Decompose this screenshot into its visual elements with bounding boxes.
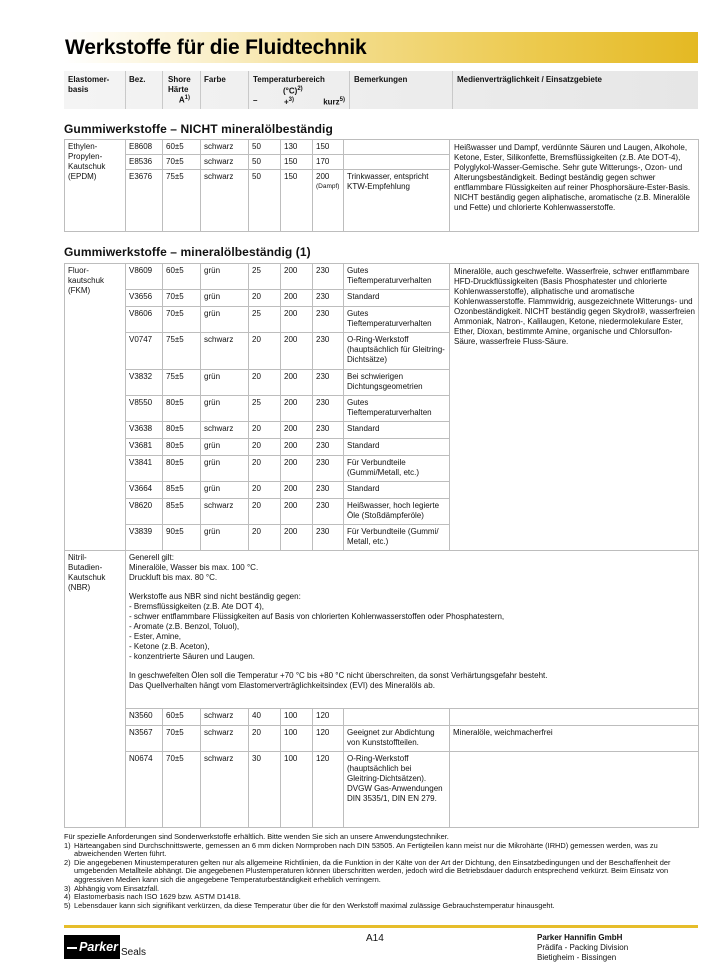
footnote-ref: 1) [184, 95, 190, 101]
basis-text: (FKM) [68, 286, 91, 295]
temp-min-cell: 30 [249, 752, 281, 828]
temp-plus-cell: 200 [281, 307, 313, 333]
temp-kurz-cell: 150 [313, 140, 344, 155]
medien-cell [450, 709, 699, 726]
header-temp-kurz [323, 96, 345, 107]
temp-kurz-cell: 170 [313, 155, 344, 170]
header-label: Elastomer- [68, 75, 110, 84]
shore-cell: 70±5 [163, 290, 201, 307]
page-title: Werkstoffe für die Fluidtechnik [65, 36, 367, 59]
basis-cell [65, 264, 126, 551]
footnote-key: 3) [64, 883, 71, 893]
bemerkung-cell: Bei schwierigen Dichtungsgeometrien [344, 370, 450, 396]
temp-plus-cell: 200 [281, 525, 313, 551]
temp-plus-cell: 130 [281, 140, 313, 155]
bez-cell: E3676 [126, 170, 163, 232]
header-label: Shore [168, 75, 191, 84]
shore-cell: 80±5 [163, 396, 201, 422]
temp-min-cell: 20 [249, 422, 281, 439]
header-label: Härte [168, 84, 189, 94]
temp-kurz-cell: 230 [313, 264, 344, 290]
header-label: (°C) [283, 86, 298, 96]
note-line: - Bremsflüssigkeiten (z.B. Ate DOT 4), [129, 602, 265, 611]
bemerkung-cell [344, 140, 450, 155]
footnote-text: Lebensdauer kann sich signifikant verkürzen, da diese Temperatur über die für den Werkstoff maximal zulässige Gebrauchstemperatur hinausgeht. [74, 900, 555, 910]
table-row [65, 752, 699, 828]
temp-kurz-cell: 230 [313, 307, 344, 333]
temp-plus-cell: 200 [281, 333, 313, 370]
farbe-cell: schwarz [201, 155, 249, 170]
farbe-cell: schwarz [201, 422, 249, 439]
shore-cell: 85±5 [163, 499, 201, 525]
footnote-text: Abhängig vom Einsatzfall. [74, 883, 160, 893]
temp-min-cell: 40 [249, 709, 281, 726]
temp-min-cell: 20 [249, 525, 281, 551]
footnote-ref: 2) [297, 85, 303, 92]
basis-text: Kautschuk [68, 162, 106, 171]
header-shore [168, 75, 196, 105]
note-line: Mineralöle, Wasser bis max. 100 °C. [129, 563, 259, 572]
bemerkung-cell: Trinkwasser, entspricht KTW-Empfehlung [344, 170, 450, 232]
header-temp-plus [284, 96, 294, 107]
bez-cell: V3681 [126, 439, 163, 456]
note-line: In geschwefelten Ölen soll die Temperatur +70 °C bis +80 °C nicht überschreiten, da sonst Verhärtungsgefahr besteht. [129, 671, 548, 680]
header-divider [452, 71, 453, 109]
bemerkung-cell: Gutes Tieftemperaturverhalten [344, 396, 450, 422]
temp-min-cell: 20 [249, 456, 281, 482]
farbe-cell: schwarz [201, 752, 249, 828]
bez-cell: V3656 [126, 290, 163, 307]
bez-cell: V3841 [126, 456, 163, 482]
bez-cell: V3832 [126, 370, 163, 396]
bez-cell: V8550 [126, 396, 163, 422]
basis-text: Kautschuk [68, 573, 106, 582]
note-line: Das Quellverhalten hängt vom Elastomerverträglichkeitsindex (EVI) des Mineralöls ab. [129, 681, 435, 690]
temp-min-cell: 20 [249, 439, 281, 456]
header-divider [349, 71, 350, 109]
bemerkung-cell: Standard [344, 290, 450, 307]
temp-plus-cell: 200 [281, 370, 313, 396]
bemerkung-cell: Heißwasser, hoch legierte Öle (Stoßdämpferöle) [344, 499, 450, 525]
temp-kurz-cell: 120 [313, 752, 344, 828]
table-row [65, 140, 699, 155]
footnote-text: Die angegebenen Minustemperaturen gelten nur als allgemeine Richtlinien, da die Funktion in der Kälte von der Art der Dichtung, den Einsatzbedingungen und der Beschaffenheit der umgebenden Metallteile abhängt. Die angegebenen Plustemperaturen können überschritten werden, jedoch wird die Betriebsdauer dadurch entsprechend verkürzt. Beim Einsatz von aggressiven Medien kann sich die angegebene Temperaturbeständigkeit erheblich verringern. [74, 857, 671, 884]
medien-cell [450, 752, 699, 828]
section-title-mineral: Gummiwerkstoffe – mineralölbeständig (1) [64, 245, 311, 259]
basis-cell [65, 551, 126, 828]
table-row [65, 709, 699, 726]
table-fkm-nbr [64, 263, 699, 828]
shore-cell: 70±5 [163, 726, 201, 752]
temp-kurz-cell: 230 [313, 482, 344, 499]
bemerkung-cell [344, 709, 450, 726]
footnote-key: 5) [64, 900, 71, 910]
header-bemerkungen: Bemerkungen [354, 75, 408, 84]
footnote-key: 2) [64, 857, 71, 867]
basis-text: Nitril- [68, 553, 87, 562]
temp-plus-cell: 200 [281, 456, 313, 482]
bemerkung-cell: Für Verbundteile (Gummi/Metall, etc.) [344, 456, 450, 482]
temp-kurz-cell: 120 [313, 726, 344, 752]
table-epdm [64, 139, 699, 232]
temp-kurz-cell: 230 [313, 422, 344, 439]
table-row [65, 551, 699, 709]
bemerkung-cell: Standard [344, 422, 450, 439]
temp-min-cell: 50 [249, 155, 281, 170]
header-divider [248, 71, 249, 109]
footnote-ref: 3) [288, 96, 295, 103]
parker-logo-box [64, 935, 120, 959]
farbe-cell: grün [201, 290, 249, 307]
company-division: Prädifa - Packing Division [537, 943, 629, 952]
footnote-text: Härteangaben sind Durchschnittswerte, gemessen an 6 mm dicken Normproben nach DIN 53505. An Fertigteilen kann meist nur die Mikrohärte (IRHD) gemessen werden, was zu abweichenden Werten führt. [74, 840, 658, 859]
header-farbe: Farbe [204, 75, 226, 84]
farbe-cell: grün [201, 439, 249, 456]
temp-min-cell: 25 [249, 396, 281, 422]
shore-cell: 80±5 [163, 439, 201, 456]
bemerkung-cell: Gutes Tieftemperaturverhalten [344, 307, 450, 333]
header-elastomer-basis [68, 75, 109, 94]
temp-plus-cell: 200 [281, 264, 313, 290]
temp-plus-cell: 200 [281, 396, 313, 422]
header-medien: Medienverträglichkeit / Einsatzgebiete [457, 75, 602, 84]
header-label: kurz [323, 97, 340, 107]
shore-cell: 80±5 [163, 422, 201, 439]
footnote-key: 4) [64, 892, 71, 902]
note-paragraph [129, 592, 695, 662]
note-line: - schwer entflammbare Flüssigkeiten auf Basis von chlorierten Kohlenwasserstoffen oder Phosphatestern, [129, 612, 505, 621]
temp-plus-cell: 200 [281, 439, 313, 456]
temp-min-cell: 25 [249, 307, 281, 333]
note-line: - Ester, Amine, [129, 632, 182, 641]
bez-cell: E8608 [126, 140, 163, 155]
basis-text: Fluor- [68, 266, 89, 275]
temp-min-cell: 20 [249, 482, 281, 499]
temp-kurz-cell: 230 [313, 370, 344, 396]
temp-plus-cell: 150 [281, 170, 313, 232]
table-row [65, 264, 699, 290]
bez-cell: V3664 [126, 482, 163, 499]
temp-min-cell: 20 [249, 726, 281, 752]
note-line: - Ketone (z.B. Aceton), [129, 642, 210, 651]
shore-cell: 75±5 [163, 170, 201, 232]
bez-cell: V3638 [126, 422, 163, 439]
bemerkung-cell: Gutes Tieftemperaturverhalten [344, 264, 450, 290]
shore-cell: 70±5 [163, 155, 201, 170]
nbr-note-cell [126, 551, 699, 709]
temp-kurz-value: 200 [316, 172, 330, 181]
footnote-ref: 5) [339, 96, 345, 103]
section-title-non-mineral: Gummiwerkstoffe – NICHT mineralölbeständig [64, 122, 333, 136]
temp-plus-cell: 100 [281, 709, 313, 726]
company-name: Parker Hannifin GmbH [537, 933, 623, 942]
logo-brand: Parker [79, 940, 118, 954]
temp-plus-cell: 200 [281, 482, 313, 499]
header-temperature [253, 75, 345, 106]
basis-cell [65, 140, 126, 232]
header-divider [200, 71, 201, 109]
shore-cell: 85±5 [163, 482, 201, 499]
farbe-cell: schwarz [201, 726, 249, 752]
temp-plus-cell: 200 [281, 422, 313, 439]
temp-plus-cell: 100 [281, 726, 313, 752]
bez-cell: E8536 [126, 155, 163, 170]
temp-kurz-cell: 230 [313, 499, 344, 525]
note-paragraph [129, 553, 695, 583]
bez-cell: V3839 [126, 525, 163, 551]
bez-cell: N3560 [126, 709, 163, 726]
farbe-cell: grün [201, 307, 249, 333]
temp-plus-cell: 100 [281, 752, 313, 828]
temp-kurz-cell: 230 [313, 396, 344, 422]
logo-suffix: Seals [121, 947, 147, 958]
shore-cell: 75±5 [163, 333, 201, 370]
basis-text: (NBR) [68, 583, 91, 592]
header-label: basis [68, 84, 89, 94]
shore-cell: 70±5 [163, 752, 201, 828]
temp-plus-cell: 150 [281, 155, 313, 170]
farbe-cell: grün [201, 264, 249, 290]
farbe-cell: schwarz [201, 709, 249, 726]
company-info [537, 933, 628, 963]
farbe-cell: schwarz [201, 333, 249, 370]
shore-cell: 60±5 [163, 264, 201, 290]
footnote-item [64, 859, 704, 885]
basis-text: Propylen- [68, 152, 103, 161]
bemerkung-cell [344, 155, 450, 170]
temp-kurz-cell: 230 [313, 290, 344, 307]
temp-min-cell: 50 [249, 140, 281, 155]
note-paragraph [129, 671, 695, 691]
temp-kurz-note: (Dampf) [316, 183, 340, 190]
footer-divider [64, 925, 698, 928]
note-line: - Aromate (z.B. Benzol, Toluol), [129, 622, 240, 631]
farbe-cell: grün [201, 482, 249, 499]
medien-cell: Mineralöle, auch geschwefelte. Wasserfreie, schwer entflammbare HFD-Druckflüssigkeiten (Basis Phosphatester und chlorierte Kohlenwasserstoffe), aliphatische und aromatische Kohlenwasserstoffe. Flammwidrig, ausgezeichnete Witterungs- und Ozonbeständigkeit. NICHT beständig gegen Skydrol®, wasserfreien Ammoniak, Natron-, Kalilaugen, Ketone, niedermolekulare Ester, Ether, Dioxan, bestimmte Amine, organische und Chlorsulfon-Säure, wasserfreie Fluss-Säure. [450, 264, 699, 551]
farbe-cell: schwarz [201, 499, 249, 525]
farbe-cell: grün [201, 396, 249, 422]
footnote-item [64, 842, 704, 859]
footnote-item [64, 902, 704, 911]
footnotes [64, 833, 704, 910]
temp-kurz-cell: 120 [313, 709, 344, 726]
header-divider [162, 71, 163, 109]
basis-text: (EPDM) [68, 172, 97, 181]
bemerkung-cell: O-Ring-Werkstoff (hauptsächlich bei Gleitring-Dichtsätzen). DVGW Gas-Anwendungen DIN 3535/1, DIN EN 279. [344, 752, 450, 828]
company-location: Bietigheim - Bissingen [537, 953, 617, 962]
temp-kurz-cell: 230 [313, 456, 344, 482]
temp-min-cell: 20 [249, 290, 281, 307]
temp-kurz-cell: 230 [313, 439, 344, 456]
footnote-text: Elastomerbasis nach ISO 1629 bzw. ASTM D1418. [74, 892, 241, 902]
basis-text: Ethylen- [68, 142, 98, 151]
header-temp-min: – [253, 95, 258, 105]
farbe-cell: grün [201, 370, 249, 396]
temp-kurz-cell: 230 [313, 333, 344, 370]
medien-cell: Heißwasser und Dampf, verdünnte Säuren und Laugen, Alkohole, Ketone, Ester, Silikonfette, Bremsflüssigkeiten (z.B. Ate DOT-4), Polyglykol-Wasser-Gemische. Sehr gute Witterungs-, Ozon- und Alterungsbeständigkeit. Bedingt beständig gegen schwer entflammbare Flüssigkeiten auf reiner Phosphorsäure-Ester-Basis. NICHT beständig gegen aliphatische, aromatische (z.B. Mineralöle und Fette) und chlorierte Kohlenwasserstoffe. [450, 140, 699, 232]
column-header [64, 71, 698, 109]
shore-cell: 75±5 [163, 370, 201, 396]
temp-plus-cell: 200 [281, 290, 313, 307]
header-divider [125, 71, 126, 109]
note-line: - konzentrierte Säuren und Laugen. [129, 652, 255, 661]
note-line: Druckluft bis max. 80 °C. [129, 573, 218, 582]
page-title-bar [64, 32, 698, 63]
basis-text: kautschuk [68, 276, 105, 285]
bemerkung-cell: Standard [344, 482, 450, 499]
note-line: Generell gilt: [129, 553, 174, 562]
bez-cell: N0674 [126, 752, 163, 828]
bez-cell: V8620 [126, 499, 163, 525]
bez-cell: N3567 [126, 726, 163, 752]
logo-dash-icon [67, 947, 77, 949]
bez-cell: V0747 [126, 333, 163, 370]
temp-kurz-cell: 230 [313, 525, 344, 551]
temp-kurz-cell [313, 170, 344, 232]
farbe-cell: schwarz [201, 140, 249, 155]
farbe-cell: grün [201, 456, 249, 482]
temp-min-cell: 20 [249, 370, 281, 396]
parker-seals-logo [64, 935, 146, 959]
footnote-key: 1) [64, 840, 71, 850]
basis-text: Butadien- [68, 563, 103, 572]
temp-min-cell: 25 [249, 264, 281, 290]
header-label: + [284, 97, 289, 107]
temp-min-cell: 50 [249, 170, 281, 232]
header-label: Temperaturbereich [253, 75, 325, 84]
bez-cell: V8606 [126, 307, 163, 333]
note-line: Werkstoffe aus NBR sind nicht beständig gegen: [129, 592, 301, 601]
page-number: A14 [366, 933, 384, 944]
shore-cell: 90±5 [163, 525, 201, 551]
temp-min-cell: 20 [249, 333, 281, 370]
temp-min-cell: 20 [249, 499, 281, 525]
bez-cell: V8609 [126, 264, 163, 290]
bemerkung-cell: Standard [344, 439, 450, 456]
farbe-cell: schwarz [201, 170, 249, 232]
shore-cell: 60±5 [163, 140, 201, 155]
temp-plus-cell: 200 [281, 499, 313, 525]
bemerkung-cell: Geeignet zur Abdichtung von Kunststoffteilen. [344, 726, 450, 752]
shore-cell: 70±5 [163, 307, 201, 333]
header-label: A [178, 95, 185, 105]
medien-cell: Mineralöle, weichmacherfrei [450, 726, 699, 752]
bemerkung-cell: O-Ring-Werkstoff (hauptsächlich für Gleitring-Dichtsätze) [344, 333, 450, 370]
shore-cell: 80±5 [163, 456, 201, 482]
bemerkung-cell: Für Verbundteile (Gummi/ Metall, etc.) [344, 525, 450, 551]
header-bez: Bez. [129, 75, 146, 84]
table-row [65, 726, 699, 752]
shore-cell: 60±5 [163, 709, 201, 726]
farbe-cell: grün [201, 525, 249, 551]
footnote-intro: Für spezielle Anforderungen sind Sonderwerkstoffe erhältlich. Bitte wenden Sie sich an unsere Anwendungstechniker. [64, 832, 449, 841]
